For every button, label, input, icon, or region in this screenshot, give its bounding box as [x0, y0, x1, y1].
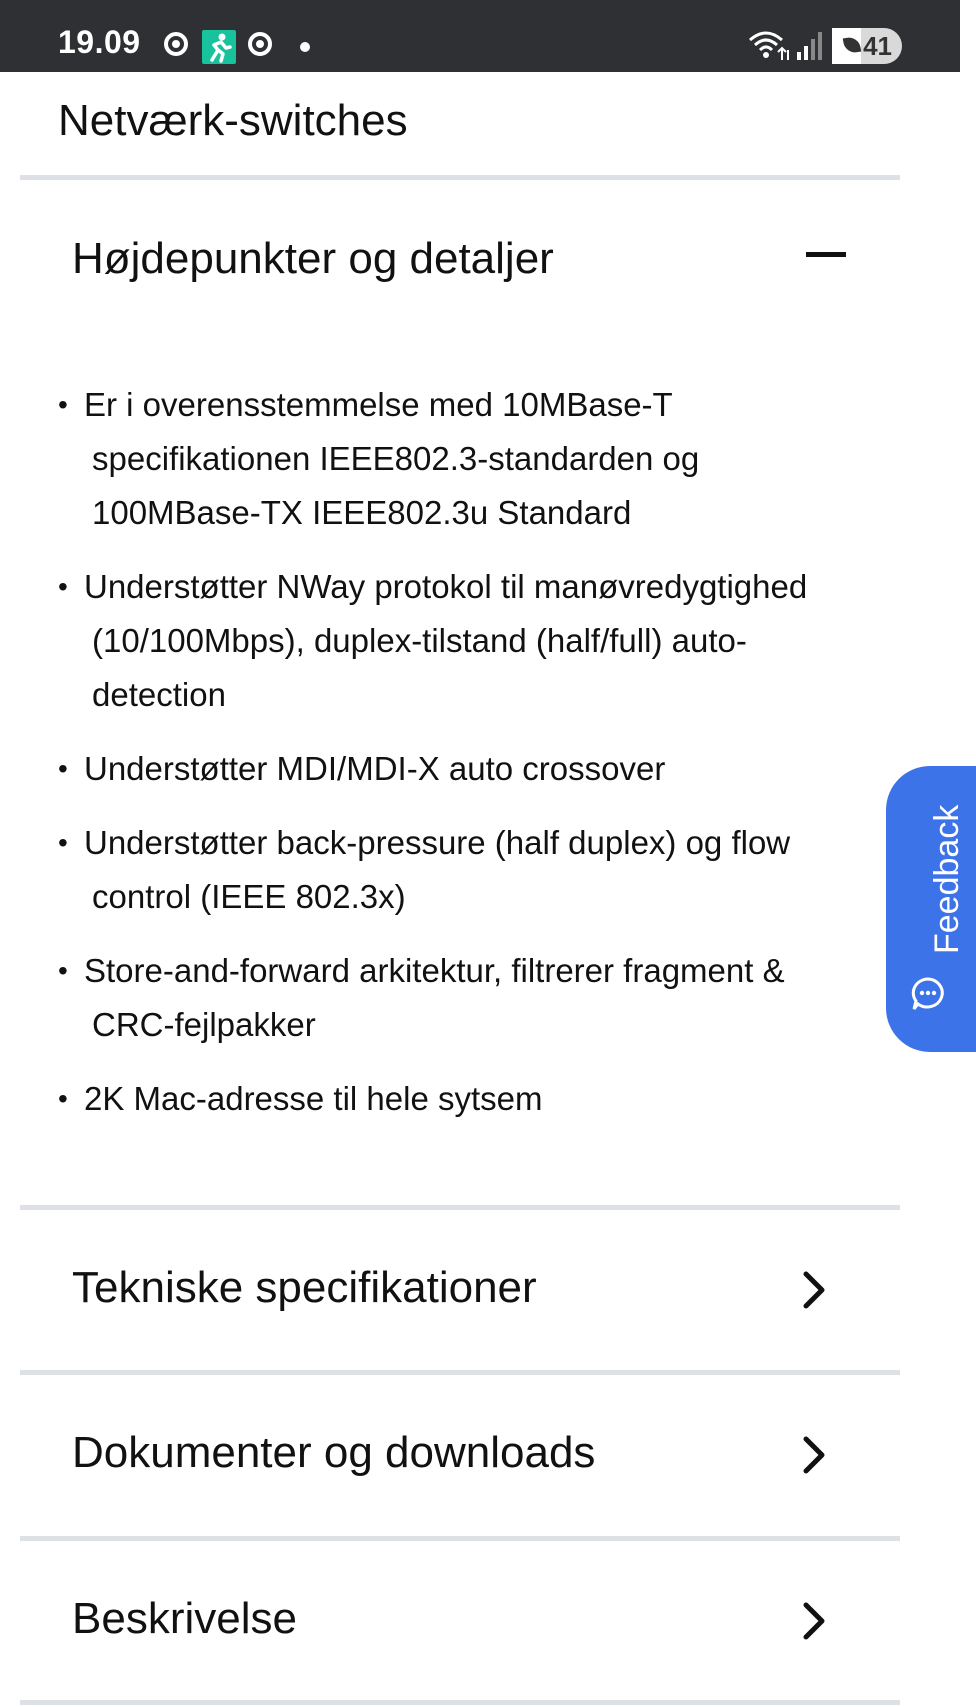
- bullet-mark: •: [58, 955, 68, 986]
- section-title-description: Beskrivelse: [72, 1594, 297, 1643]
- list-item-text: 2K Mac-adresse til hele sytsem: [84, 1080, 543, 1117]
- bullet-mark: •: [58, 827, 68, 858]
- notification-dot-icon: [300, 42, 310, 52]
- fitness-app-icon: [202, 30, 236, 64]
- divider: [20, 1700, 900, 1705]
- list-item-text: Store-and-forward arkitektur, filtrerer fragment & CRC-fejlpakker: [84, 952, 785, 1043]
- battery-indicator: [832, 28, 902, 64]
- chat-bubble-icon: [910, 976, 946, 1012]
- signal-icon: [796, 30, 824, 60]
- chrome-icon: [248, 32, 272, 56]
- bullet-mark: •: [58, 1083, 68, 1114]
- bullet-mark: •: [58, 571, 68, 602]
- list-item-text: Understøtter MDI/MDI-X auto crossover: [84, 750, 666, 787]
- list-item-text: Understøtter NWay protokol til manøvredygtighed (10/100Mbps), duplex-tilstand (half/full) auto-detection: [84, 568, 808, 713]
- divider: [20, 1205, 900, 1210]
- list-item: [58, 560, 848, 722]
- section-title-highlights: Højdepunkter og detaljer: [72, 234, 554, 283]
- chevron-right-icon[interactable]: [800, 1268, 830, 1312]
- status-bar: [0, 0, 960, 72]
- chevron-right-icon[interactable]: [800, 1599, 830, 1643]
- breadcrumb[interactable]: Netværk-switches: [58, 96, 408, 145]
- list-item: [58, 742, 848, 796]
- status-time: 19.09: [58, 24, 141, 60]
- divider: [20, 175, 900, 180]
- bullet-mark: •: [58, 753, 68, 784]
- list-item: [58, 378, 848, 540]
- bullet-mark: •: [58, 389, 68, 420]
- divider: [20, 1370, 900, 1375]
- battery-level: 41: [863, 31, 892, 61]
- list-item: [58, 816, 848, 924]
- section-title-tech-specs: Tekniske specifikationer: [72, 1263, 537, 1312]
- feedback-label: Feedback: [928, 804, 966, 954]
- wifi-icon: [748, 28, 790, 62]
- list-item-text: Er i overensstemmelse med 10MBase-T specifikationen IEEE802.3-standarden og 100MBase-TX IEEE802.3u Standard: [84, 386, 700, 531]
- chrome-icon: [164, 32, 188, 56]
- highlights-list: [58, 378, 848, 1146]
- list-item-text: Understøtter back-pressure (half duplex) og flow control (IEEE 802.3x): [84, 824, 791, 915]
- chevron-right-icon[interactable]: [800, 1433, 830, 1477]
- section-title-documents: Dokumenter og downloads: [72, 1428, 596, 1477]
- minus-icon[interactable]: [806, 252, 846, 257]
- divider: [20, 1536, 900, 1541]
- list-item: [58, 944, 848, 1052]
- list-item: [58, 1072, 848, 1126]
